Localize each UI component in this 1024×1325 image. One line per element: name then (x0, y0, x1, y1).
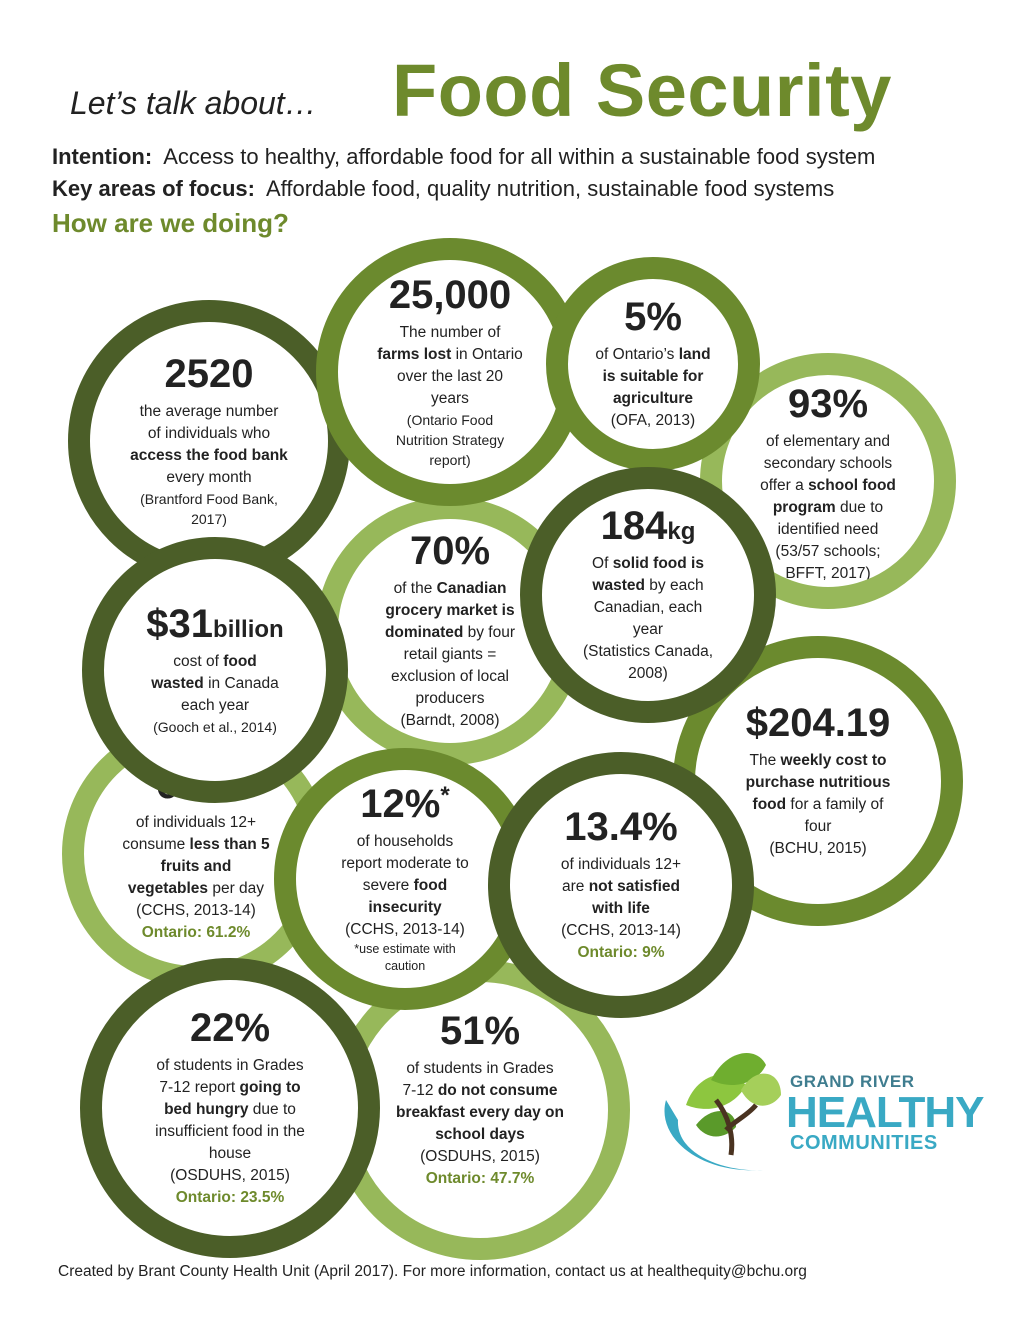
intro-text: Let’s talk about… (70, 85, 317, 121)
stat-circle-bed-hungry (80, 958, 380, 1258)
stat-number: 25,000 (388, 273, 512, 317)
stat-text (760, 431, 896, 585)
stat-text-bold: program (772, 499, 836, 516)
stat-text (561, 854, 681, 942)
stat-source-line: Nutrition Strategy (395, 432, 505, 448)
stat-source-line: report) (429, 452, 471, 468)
stat-text-line: Canadian, each (593, 599, 703, 616)
stat-text-bold: food (223, 653, 257, 670)
stat-text-bold: fruits and (160, 858, 232, 875)
stat-number (146, 603, 283, 645)
stat-text-line: of individuals who (147, 425, 271, 442)
stat-source-line: (Brantford Food Bank, (140, 491, 278, 507)
stat-circle-suitable-land (546, 257, 760, 471)
stat-number-value: $31 (146, 602, 214, 646)
stat-text-line: years (431, 390, 469, 407)
stat-text-line: of elementary and (765, 433, 891, 450)
section-question: How are we doing? (52, 208, 289, 238)
stat-text-bold: less than 5 (189, 836, 270, 853)
stat-text (377, 322, 523, 410)
stat-text-bold: breakfast every day on (395, 1104, 564, 1121)
stat-text-bold: food (752, 796, 787, 813)
note-line: caution (384, 959, 426, 973)
stat-text-line: (53/57 schools; (775, 543, 881, 560)
stat-text-line: identified need (777, 521, 879, 538)
stat-number: 13.4% (564, 805, 678, 849)
stat-text-line: by each (644, 577, 704, 594)
stat-text-bold: not satisfied (588, 878, 680, 895)
stat-text-bold: school days (435, 1126, 525, 1143)
stat-number: 93% (787, 382, 869, 426)
stat-text-line: 7-12 report (159, 1079, 240, 1096)
stat-source: (Barndt, 2008) (400, 712, 500, 729)
stat-text-bold: bed hungry (164, 1101, 249, 1118)
stat-text-bold: access the food bank (130, 447, 288, 464)
stat-number: 22% (189, 1006, 271, 1050)
stat-source-line: 2008) (628, 665, 668, 682)
stat-text-line: 7-12 (402, 1082, 438, 1099)
stat-text-bold: wasted (592, 577, 645, 594)
stat-text-line: of individuals 12+ (560, 856, 682, 873)
stat-text-line: per day (208, 880, 265, 897)
stat-text (385, 578, 515, 732)
stat-text-line: insufficient food in the (155, 1123, 305, 1140)
stat-number-value: 12% (360, 782, 441, 826)
ontario-comparison: Ontario: 47.7% (425, 1170, 535, 1187)
stat-text-line: of individuals 12+ (135, 814, 257, 831)
ontario-comparison: Ontario: 9% (577, 944, 665, 961)
stat-text-line: cost of (173, 653, 224, 670)
logo-text-grand-river: GRAND RIVER (790, 1072, 915, 1091)
stat-source: (OSDUHS, 2015) (420, 1148, 540, 1165)
stat-text-bold: wasted (151, 675, 204, 692)
stat-text-line: the average number (139, 403, 279, 420)
stat-source-line: (Ontario Food (406, 412, 494, 428)
focus-label: Key areas of focus: (52, 176, 255, 201)
stat-text-line: for a family of (786, 796, 884, 813)
stat-text-bold: Canadian (436, 580, 507, 597)
stat-text-line: four (804, 818, 832, 835)
stat-text-bold: school food (808, 477, 896, 494)
stat-text-bold: farms lost (377, 346, 452, 363)
stat-source-line: 2017) (191, 511, 227, 527)
intention-line (52, 144, 875, 170)
ontario-comparison: Ontario: 23.5% (175, 1189, 285, 1206)
stat-text-line: secondary schools (763, 455, 893, 472)
stat-text-bold: solid food is (612, 555, 704, 572)
stat-text-line: each year (180, 697, 250, 714)
stat-text-line: due to (248, 1101, 296, 1118)
stat-source: (OSDUHS, 2015) (170, 1167, 290, 1184)
stat-text-line: of students in Grades (156, 1057, 304, 1074)
stat-text-line: offer a (760, 477, 809, 494)
stat-number: 70% (409, 529, 491, 573)
stat-source (140, 489, 278, 529)
intention-label: Intention: (52, 144, 153, 169)
stat-circle-farms-lost (316, 238, 584, 506)
stat-circle-solid-food-wasted (520, 467, 776, 723)
stat-text-bold: going to (239, 1079, 301, 1096)
stat-text-line: of students in Grades (406, 1060, 554, 1077)
stat-number-value: 184 (600, 504, 668, 548)
stat-text-line: of Ontario’s (595, 346, 679, 363)
stat-number: 5% (624, 295, 682, 339)
stat-text (396, 1058, 564, 1168)
stat-text-bold: is suitable for (602, 368, 704, 385)
stat-text-line: due to (835, 499, 884, 516)
stat-source-line: (Statistics Canada, (582, 643, 714, 660)
stat-text-bold: dominated (384, 624, 464, 641)
stat-text (595, 344, 710, 432)
stat-source: (Gooch et al., 2014) (153, 719, 277, 735)
stat-number (360, 783, 449, 825)
stat-text-line: in Canada (203, 675, 279, 692)
stat-text-line: every month (166, 469, 252, 486)
stat-text-line: producers (415, 690, 485, 707)
stat-text-line: retail giants = (403, 646, 497, 663)
stat-text-line: consume (122, 836, 190, 853)
stat-source: (BCHU, 2015) (769, 840, 867, 857)
stat-text (583, 553, 713, 685)
stat-text-bold: purchase nutritious (745, 774, 891, 791)
stat-text (746, 750, 891, 860)
focus-text: Affordable food, quality nutrition, sustainable food systems (265, 176, 835, 201)
focus-line (52, 176, 834, 202)
stat-text-line: of the (393, 580, 437, 597)
stat-text-bold: grocery market is (385, 602, 515, 619)
stat-text-line: The number of (399, 324, 501, 341)
logo-text-healthy: HEALTHY (786, 1088, 984, 1137)
stat-text (155, 1055, 305, 1187)
intention-text: Access to healthy, affordable food for all within a sustainable food system (163, 144, 876, 169)
stat-text-line: The (749, 752, 781, 769)
stat-text-bold: food (413, 877, 448, 894)
stat-text-line: BFFT, 2017) (785, 565, 871, 582)
stat-number-asterisk: * (440, 782, 450, 809)
stat-number: $204.19 (745, 701, 891, 745)
stat-text-line: in Ontario (451, 346, 523, 363)
stat-text-bold: vegetables (127, 880, 209, 897)
stat-number: 2520 (164, 352, 254, 396)
logo-text-communities: COMMUNITIES (790, 1132, 938, 1154)
stat-number (601, 505, 696, 547)
stat-text (341, 831, 469, 941)
stat-text-bold: weekly cost to (780, 752, 887, 769)
stat-text-bold: with life (592, 900, 650, 917)
page-title: Food Security (392, 49, 892, 132)
stat-text-line: by four (463, 624, 516, 641)
stat-number-unit: billion (213, 616, 284, 643)
stat-text-bold: do not consume (437, 1082, 558, 1099)
stat-circle-life-satisfaction (488, 752, 754, 1018)
stat-number: 51% (439, 1009, 521, 1053)
stat-text (130, 401, 288, 489)
stat-number-unit: kg (667, 518, 696, 545)
stat-text-line: of households (356, 833, 454, 850)
stat-text-line: Of (592, 555, 613, 572)
stat-text-bold: agriculture (612, 390, 694, 407)
stat-source: (CCHS, 2013-14) (561, 922, 681, 939)
stat-text-bold: land (678, 346, 711, 363)
stat-text-line: house (208, 1145, 252, 1162)
ontario-comparison: Ontario: 61.2% (141, 924, 251, 941)
stat-text-line: year (632, 621, 664, 638)
stat-text-line: are (561, 878, 589, 895)
stat-text-bold: insecurity (368, 899, 442, 916)
stat-source: (CCHS, 2013-14) (345, 921, 465, 938)
stat-text (122, 812, 269, 922)
stat-source: (OFA, 2013) (610, 412, 696, 429)
stat-circle-food-waste-cost (82, 537, 348, 803)
stat-source (396, 410, 504, 470)
note-line: *use estimate with (354, 942, 456, 956)
stat-text-line: exclusion of local (390, 668, 510, 685)
footer-credit: Created by Brant County Health Unit (April 2017). For more information, contact us at healthequity@bchu.org (58, 1263, 807, 1280)
estimate-caution-note (354, 941, 455, 975)
stat-text-line: severe (362, 877, 414, 894)
stat-text-line: over the last 20 (397, 368, 503, 385)
stat-text (151, 651, 279, 717)
stat-source: (CCHS, 2013-14) (136, 902, 256, 919)
stat-text-line: report moderate to (341, 855, 469, 872)
